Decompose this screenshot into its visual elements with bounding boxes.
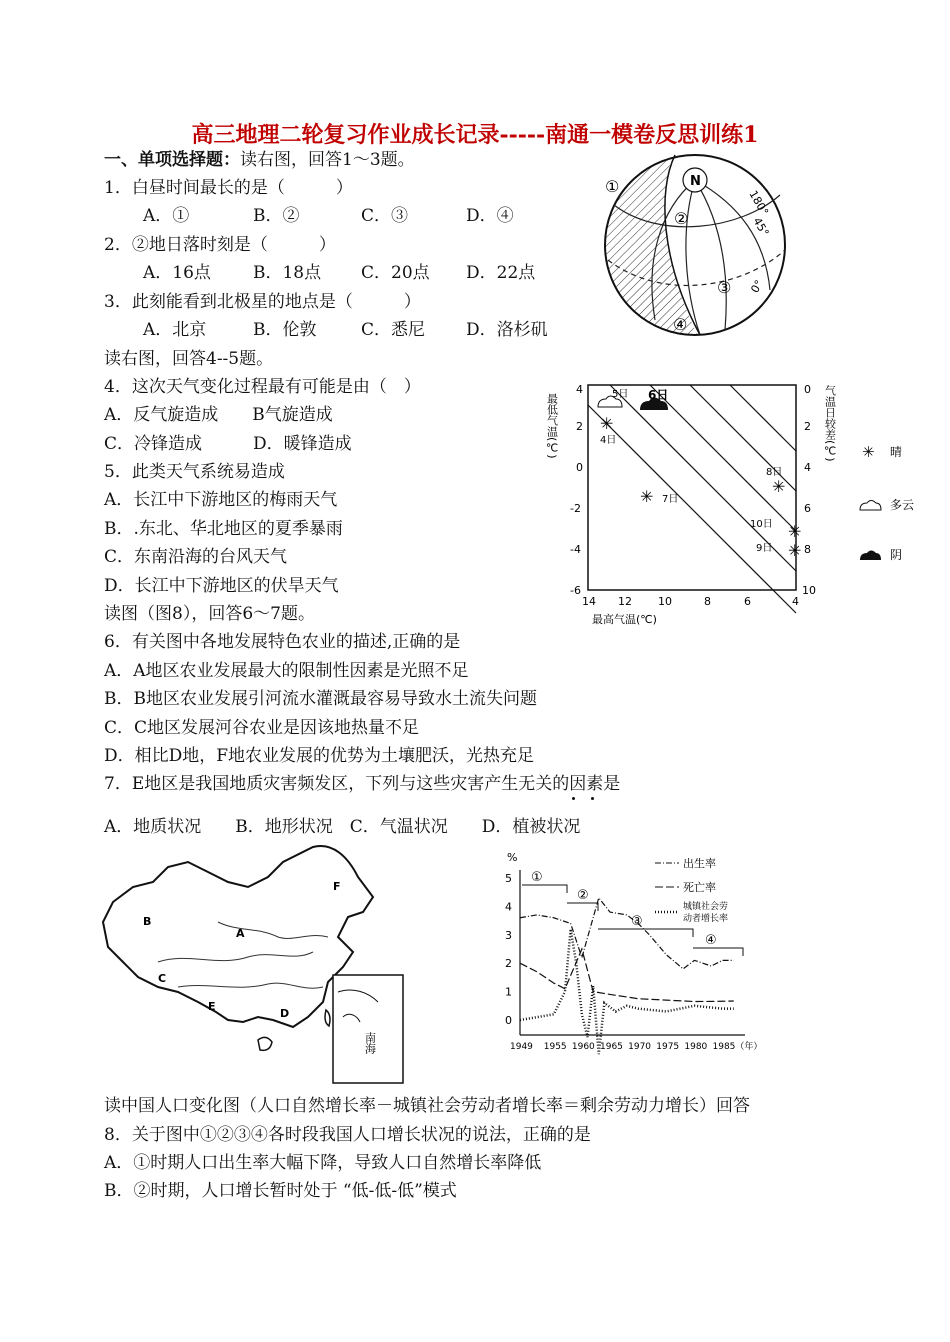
left-tick: -2 <box>570 502 581 515</box>
q6-option-d: D．相比D地，F地农业发展的优势为土壤肥沃，光热充足 <box>104 746 535 766</box>
globe-figure <box>600 150 795 340</box>
q2-option-b: B．18点 <box>253 263 322 283</box>
marker-1: ① <box>605 177 620 196</box>
q4-stem: 4．这次天气变化过程最有可能是由（ ） <box>104 377 421 397</box>
label-0-degree: 0° <box>748 277 766 296</box>
bottom-tick: 6 <box>744 595 751 608</box>
left-tick: 0 <box>576 461 583 474</box>
y-tick-label: 2 <box>505 957 512 971</box>
x-tick-label: 1960 <box>571 1042 595 1052</box>
period-label-1: ① <box>531 870 543 885</box>
river-line <box>158 952 313 962</box>
period-bracket-2 <box>567 903 598 911</box>
period-bracket-1 <box>522 885 567 893</box>
legend-overcast-label: 阴 <box>890 548 903 562</box>
isoline <box>650 385 796 531</box>
left-tick: -6 <box>570 584 581 597</box>
period-label-4: ④ <box>705 933 717 948</box>
x-tick-label: 1985（年） <box>712 1042 763 1052</box>
q3-option-b: B．伦敦 <box>253 320 317 340</box>
left-tick: -4 <box>570 543 581 556</box>
sunny-icon: ✳ <box>788 541 802 560</box>
q6-option-a: A．A地区农业发展最大的限制性因素是光照不足 <box>104 661 469 681</box>
q8-option-b: B．②时期，人口增长暂时处于 “低-低-低”模式 <box>104 1181 457 1201</box>
legend-cloudy-icon <box>860 501 881 511</box>
meridian-line <box>695 180 726 330</box>
section-label: 一、单项选择题： <box>104 150 240 170</box>
x-tick-label: 1955 <box>543 1042 567 1052</box>
right-tick: 6 <box>804 502 811 515</box>
y-axis-label: % <box>507 851 518 864</box>
x-tick-label: 1965 <box>600 1042 623 1052</box>
label-45-degree: 45° <box>750 215 772 239</box>
q5-stem: 5．此类天气系统易造成 <box>104 462 285 482</box>
x-tick-label: 1949 <box>510 1042 533 1052</box>
bottom-tick: 10 <box>658 595 672 608</box>
x-tick-label: 1970 <box>628 1042 652 1052</box>
q5-option-a: A．长江中下游地区的梅雨天气 <box>104 490 338 510</box>
legend-labor-label-2: 动者增长率 <box>683 914 729 924</box>
q1-stem: 1．白昼时间最长的是（ ） <box>104 178 353 198</box>
map-label-d: D <box>280 1007 290 1020</box>
day-label-4: 4日 <box>600 435 617 446</box>
period-bracket-4 <box>693 948 743 956</box>
bottom-tick: 12 <box>618 595 632 608</box>
q3-stem: 3．此刻能看到北极星的地点是（ ） <box>104 292 421 312</box>
q1-option-d: D．④ <box>466 206 514 226</box>
marker-4: ④ <box>673 315 688 334</box>
sunny-icon: ✳ <box>788 522 802 541</box>
q7-options: A．地质状况 B．地形状况 C．气温状况 D．植被状况 <box>104 817 581 837</box>
section-intro: 读右图，回答1～3题。 <box>240 150 415 170</box>
y-tick-label: 4 <box>505 900 512 914</box>
q5-option-d: D．长江中下游地区的伏旱天气 <box>104 576 339 596</box>
y-tick-label: 3 <box>505 928 512 942</box>
province-border <box>218 922 328 938</box>
y-tick-label: 0 <box>505 1014 512 1027</box>
page-title: 高三地理二轮复习作业成长记录-----南通一模卷反思训练1 <box>191 122 759 148</box>
emphasis-dot <box>572 797 575 800</box>
right-tick: 4 <box>804 461 811 474</box>
china-map <box>98 842 418 1087</box>
island-taiwan <box>325 1010 330 1026</box>
q8-option-a: A．①时期人口出生率大幅下降，导致人口自然增长率降低 <box>104 1153 542 1173</box>
section-heading <box>104 149 415 171</box>
x-tick-label: 1975 <box>656 1042 680 1052</box>
legend-sunny-icon: ✳ <box>862 443 875 461</box>
north-label: N <box>690 174 701 189</box>
south-china-sea-inset <box>333 975 403 1083</box>
intro-q4-5: 读右图，回答4--5题。 <box>104 349 274 369</box>
legend-death-label: 死亡率 <box>683 881 716 894</box>
q1-option-a: A．① <box>143 206 190 226</box>
legend-birth-label: 出生率 <box>683 857 716 870</box>
bottom-tick: 14 <box>582 595 596 608</box>
weather-chart <box>540 375 940 630</box>
marker-2: ② <box>674 209 689 228</box>
sunny-icon: ✳ <box>600 414 614 433</box>
right-axis-label: 气温日较差(℃) <box>823 385 837 462</box>
legend-sunny-label: 晴 <box>890 445 903 459</box>
right-tick: 2 <box>804 420 811 433</box>
q1-option-c: C．③ <box>361 206 409 226</box>
q3-option-d: D．洛杉矶 <box>466 320 548 340</box>
q3-option-c: C．悉尼 <box>361 320 426 340</box>
sunny-icon: ✳ <box>772 477 786 496</box>
isoline <box>588 405 796 613</box>
q8-stem: 8．关于图中①②③④各时段我国人口增长状况的说法，正确的是 <box>104 1125 591 1145</box>
q1-option-b: B．② <box>253 206 300 226</box>
sunny-icon: ✳ <box>640 487 654 506</box>
day-label-9: 9日 <box>756 543 773 554</box>
q7-stem: 7．E地区是我国地质灾害频发区，下列与这些灾害产生无关的因素是 <box>104 774 621 794</box>
q6-stem: 6．有关图中各地发展特色农业的描述,正确的是 <box>104 632 461 652</box>
intro-q8: 读中国人口变化图（人口自然增长率－城镇社会劳动者增长率＝剩余劳动力增长）回答 <box>104 1096 750 1116</box>
isoline <box>730 385 796 451</box>
map-label-c: C <box>158 972 167 985</box>
q6-option-c: C．C地区发展河谷农业是因该地热量不足 <box>104 718 420 738</box>
death-rate-line <box>520 949 734 1002</box>
bottom-tick: 4 <box>792 595 799 608</box>
inset-label: 南海 <box>363 1032 377 1054</box>
label-180-degree: 180° <box>746 188 771 218</box>
x-tick-label: 1980 <box>684 1042 708 1052</box>
right-tick: 8 <box>804 543 811 556</box>
intro-q6-7: 读图（图8），回答6～7题。 <box>104 604 315 624</box>
q4-options-cd: C．冷锋造成 D．暖锋造成 <box>104 434 352 454</box>
island-hainan <box>258 1037 272 1050</box>
right-tick: 0 <box>804 383 811 396</box>
period-label-3: ③ <box>631 914 643 929</box>
day-label-5: 5日 <box>612 389 629 400</box>
q2-option-a: A．16点 <box>143 263 211 283</box>
q5-option-c: C．东南沿海的台风天气 <box>104 547 288 567</box>
map-label-a: A <box>236 927 245 940</box>
left-tick: 2 <box>576 420 583 433</box>
left-tick: 4 <box>576 383 583 396</box>
emphasis-dot <box>591 797 594 800</box>
legend-labor-label-1: 城镇社会劳 <box>683 902 729 912</box>
day-label-6: 6日 <box>648 388 669 402</box>
day-label-7: 7日 <box>662 494 679 505</box>
q2-option-d: D．22点 <box>466 263 536 283</box>
legend-cloudy-label: 多云 <box>890 498 915 512</box>
q2-option-c: C．20点 <box>361 263 430 283</box>
q3-option-a: A．北京 <box>143 320 207 340</box>
y-tick-label: 5 <box>505 872 512 885</box>
q6-option-b: B．B地区农业发展引河流水灌溉最容易导致水土流失问题 <box>104 689 537 709</box>
q5-option-b: B．.东北、华北地区的夏季暴雨 <box>104 519 343 539</box>
map-label-e: E <box>208 1000 216 1013</box>
river-line <box>178 983 323 988</box>
day-label-10: 10日 <box>750 519 773 530</box>
population-chart <box>495 845 785 1080</box>
q2-stem: 2．②地日落时刻是（ ） <box>104 235 336 255</box>
bottom-axis-label: 最高气温(℃) <box>592 613 657 626</box>
left-axis-label: 最低气温(℃) <box>545 393 559 459</box>
y-tick-label: 1 <box>505 985 512 999</box>
map-label-b: B <box>143 915 152 928</box>
marker-3: ③ <box>717 278 732 297</box>
day-label-8: 8日 <box>766 467 783 478</box>
legend-overcast-icon <box>860 551 881 561</box>
period-label-2: ② <box>577 888 589 903</box>
map-label-f: F <box>333 880 341 893</box>
weather-chart-frame <box>588 385 796 590</box>
right-tick: 10 <box>802 584 816 597</box>
bottom-tick: 8 <box>704 595 711 608</box>
q4-options-ab: A．反气旋造成 B气旋造成 <box>104 405 333 425</box>
